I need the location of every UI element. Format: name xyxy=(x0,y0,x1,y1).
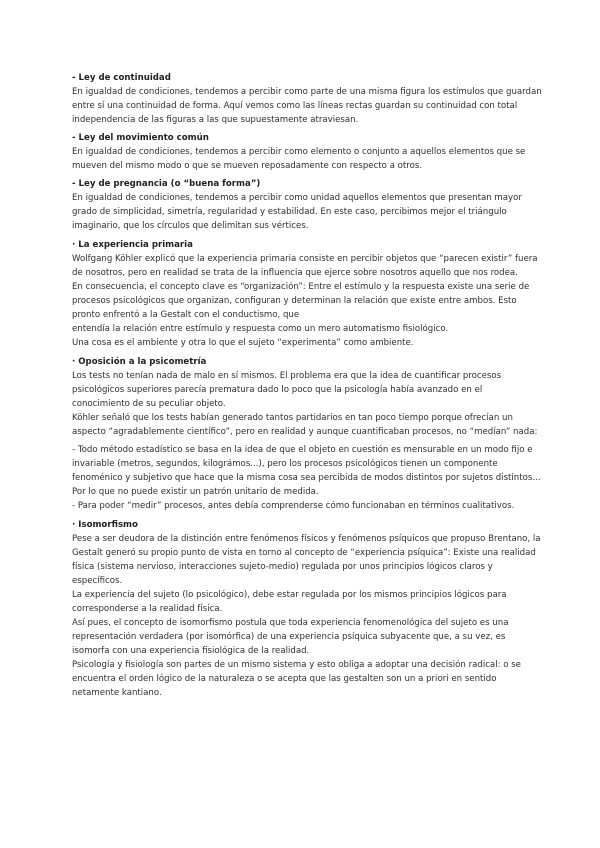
document-page xyxy=(72,71,542,705)
paragraph: En igualdad de condiciones, tendemos a percibir como elemento o conjunto a aquellos elementos que se mueven del mismo modo o que se mueven reposadamente con respecto a otros. xyxy=(72,147,526,171)
paragraph: Köhler señaló que los tests habían generado tantos partidarios en tan poco tiempo porque ofrecían un aspecto “agradablemente científico”, pero en realidad y aunque cuantificaban procesos, no “medían” nada: xyxy=(72,413,538,437)
paragraph: - Para poder “medir” procesos, antes debía comprenderse cómo funcionaban en términos cualitativos. xyxy=(72,501,515,511)
paragraph: En consecuencia, el concepto clave es “organización”: Entre el estímulo y la respuesta existe una serie de procesos psicológicos que organizan, configuran y determinan la relación que existe entre ambos. Esto pronto enfrentó a la Gestalt con el conductismo, que xyxy=(72,282,530,320)
paragraph: En igualdad de condiciones, tendemos a percibir como parte de una misma figura los estímulos que guardan entre sí una continuidad de forma. Aquí vemos como las líneas rectas guardan su continuidad con total independencia de las figuras a las que supuestamente atraviesan. xyxy=(72,87,542,125)
section-oposicion-psicometria xyxy=(72,355,542,513)
paragraph: entendía la relación entre estímulo y respuesta como un mero automatismo fisiológico. xyxy=(72,324,449,334)
paragraph: Pese a ser deudora de la distinción entre fenómenos físicos y fenómenos psíquicos que propuso Brentano, la Gestalt generó su propio punto de vista en torno al concepto de “experiencia psíquica”: Existe una realidad física (sistema nervioso, interacciones sujeto-medio) regulada por unos principios lógicos claros y específicos. xyxy=(72,534,541,586)
paragraph: Una cosa es el ambiente y otra lo que el sujeto “experimenta” como ambiente. xyxy=(72,338,414,348)
paragraph: En igualdad de condiciones, tendemos a percibir como unidad aquellos elementos que presentan mayor grado de simplicidad, simetría, regularidad y estabilidad. En este caso, percibimos mejor el triángulo imaginario, que los círculos que delimitan sus vértices. xyxy=(72,193,522,231)
paragraph: Wolfgang Köhler explicó que la experiencia primaria consiste en percibir objetos que “parecen existir” fuera de nosotros, pero en realidad se trata de la influencia que ejerce sobre nosotros aquello que nos rodea. xyxy=(72,254,538,278)
section-heading: - Ley de pregnancia (o “buena forma”) xyxy=(72,179,261,189)
paragraph: Los tests no tenían nada de malo en sí mismos. El problema era que la idea de cuantificar procesos psicológicos superiores parecía prematura dado lo poco que la psicología había avanzado en el conocimiento de su peculiar objeto. xyxy=(72,371,502,409)
section-heading: · Oposición a la psicometría xyxy=(72,357,207,367)
paragraph: Así pues, el concepto de isomorfismo postula que toda experiencia fenomenológica del sujeto es una representación verdadera (por isomórfica) de una experiencia psíquica subyacente que, a su vez, es isomorfa con una experiencia fisiológica de la realidad. xyxy=(72,618,509,656)
section-heading: · Isomorfismo xyxy=(72,520,138,530)
section-ley-movimiento-comun xyxy=(72,131,542,173)
section-heading: - Ley de continuidad xyxy=(72,73,171,83)
section-isomorfismo xyxy=(72,518,542,700)
paragraph: Psicología y fisiología son partes de un mismo sistema y esto obliga a adoptar una decisión radical: o se encuentra el orden lógico de la naturaleza o se acepta que las gestalten son un a priori en sentido netamente kantiano. xyxy=(72,660,521,698)
section-heading: · La experiencia primaria xyxy=(72,240,193,250)
paragraph: - Todo método estadístico se basa en la idea de que el objeto en cuestión es mensurable en un modo fijo e invariable (metros, segundos, kilográmos...), pero los procesos psicológicos tienen un componente fenoménico y subjetivo que hace que la misma cosa sea percibida de modos distintos por sujetos distintos... Por lo que no puede existir un patrón unitario de medida. xyxy=(72,445,541,497)
section-ley-pregnancia xyxy=(72,177,542,233)
section-experiencia-primaria xyxy=(72,238,542,350)
paragraph: La experiencia del sujeto (lo psicológico), debe estar regulada por los mismos principios lógicos para corresponderse a la realidad física. xyxy=(72,590,507,614)
section-ley-continuidad xyxy=(72,71,542,127)
section-heading: - Ley del movimiento común xyxy=(72,133,209,143)
